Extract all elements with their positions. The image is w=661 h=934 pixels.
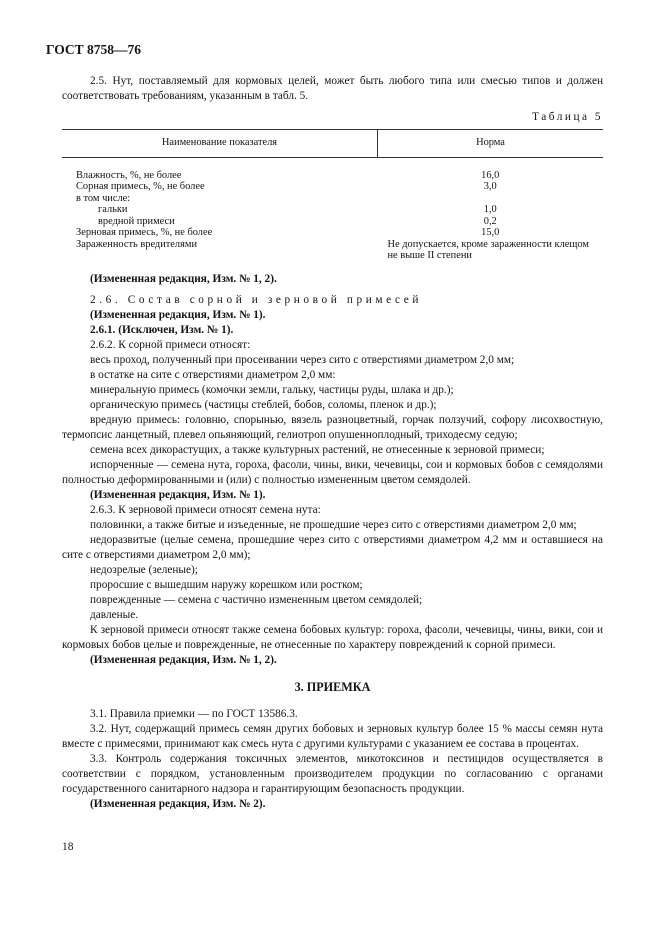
document-body xyxy=(62,74,603,812)
table-header-norm: Норма xyxy=(378,130,604,158)
table-row: Сорная примесь, %, не более 3,0 xyxy=(76,181,497,192)
paragraph-2-6-2: 2.6.2. К сорной примеси относят: xyxy=(90,338,251,351)
table-5 xyxy=(62,129,603,262)
list-item: поврежденные — семена с частично измененным цветом семядолей; xyxy=(90,593,423,606)
paragraph-2-6-1: 2.6.1. (Исключен, Изм. № 1). xyxy=(90,323,234,336)
section-3-title: 3. ПРИЕМКА xyxy=(294,679,371,694)
paragraph-3-2: 3.2. Нут, содержащий примесь семян других бобовых и зерновых культур более 15 % массы семян нута вместе с примесями, принимают как смесь нута с другими культурами с указанием ее состава в процентах. xyxy=(62,722,603,750)
list-item: недоразвитые (целые семена, прошедшие через сито с отверстиями диаметром 4,2 мм и оставшиеся на сите с отверстиями диаметром 2,0 мм); xyxy=(62,533,603,561)
page-number: 18 xyxy=(62,841,74,853)
list-item: вредную примесь: головню, спорынью, вязель разноцветный, горчак ползучий, софору лисохвостную, термопсис ланцетный, плевел опьяняющий, гелиотроп опушенноплодный, триходесму седую; xyxy=(62,413,603,441)
list-item: семена всех дикорастущих, а также культурных растений, не отнесенные к зерновой примеси; xyxy=(90,443,545,456)
table-row: вредной примеси 0,2 xyxy=(98,215,497,227)
list-item: в остатке на сите с отверстиями диаметром 2,0 мм: xyxy=(90,368,336,381)
table-row: гальки 1,0 xyxy=(98,204,497,215)
table-row: в том числе: xyxy=(76,192,131,204)
paragraph-3-3: 3.3. Контроль содержания токсичных элементов, микотоксинов и пестицидов осуществляется в соответствии с порядком, установленным производителем продукции по согласованию с органами государственного санитарного надзора и гарантирующим безопасность продукции. xyxy=(62,752,603,795)
document-header: ГОСТ 8758—76 xyxy=(46,42,142,57)
table-header-indicator: Наименование показателя xyxy=(62,130,378,158)
table-caption: Таблица 5 xyxy=(532,111,603,123)
table-row: Влажность, %, не более 16,0 xyxy=(76,169,500,181)
list-item: весь проход, полученный при просеивании через сито с отверстиями диаметром 2,0 мм; xyxy=(90,353,515,366)
paragraph-2-6-3: 2.6.3. К зерновой примеси относят семена нута: xyxy=(90,503,321,516)
list-item: проросшие с вышедшим наружу корешком или ростком; xyxy=(90,578,363,591)
amendment-note: (Измененная редакция, Изм. № 1). xyxy=(90,488,266,501)
list-item: испорченные — семена нута, гороха, фасоли, чины, вики, чечевицы, сои и кормовых бобов с семядолями полностью деформированными и (или) с полностью измененным цветом семядолей. xyxy=(62,458,603,486)
table-row: Зараженность вредителями Не допускается, кроме зараженности клещом не выше II степени xyxy=(76,238,589,261)
paragraph-2-5: 2.5. Нут, поставляемый для кормовых целей, может быть любого типа или смесью типов и должен соответствовать требованиям, указанным в табл. 5. xyxy=(62,75,603,102)
amendment-note: (Измененная редакция, Изм. № 2). xyxy=(90,797,266,810)
list-item: недозрелые (зеленые); xyxy=(90,563,198,576)
amendment-note: (Измененная редакция, Изм. № 1). xyxy=(90,308,266,321)
list-item: К зерновой примеси относят также семена бобовых культур: гороха, фасоли, чечевицы, чины, вики, сои и кормовых бобов целые и поврежденные, не отнесенные по характеру повреждений к сорной примеси. xyxy=(62,623,603,651)
paragraph-3-1: 3.1. Правила приемки — по ГОСТ 13586.3. xyxy=(90,707,298,720)
amendment-note: (Измененная редакция, Изм. № 1, 2). xyxy=(90,653,277,666)
list-item: минеральную примесь (комочки земли, гальку, частицы руды, шлака и др.); xyxy=(90,383,454,396)
table-row: Зерновая примесь, %, не более 15,0 xyxy=(76,227,500,238)
list-item: органическую примесь (частицы стеблей, бобов, соломы, пленок и др.); xyxy=(90,398,437,411)
list-item: половинки, а также битые и изъеденные, не прошедшие через сито с отверстиями диаметром 2,0 мм; xyxy=(90,518,577,531)
section-2-6-title: 2.6. Состав сорной и зерновой примесей xyxy=(90,293,423,306)
list-item: давленые. xyxy=(90,608,139,621)
amendment-note: (Измененная редакция, Изм. № 1, 2). xyxy=(90,272,277,285)
